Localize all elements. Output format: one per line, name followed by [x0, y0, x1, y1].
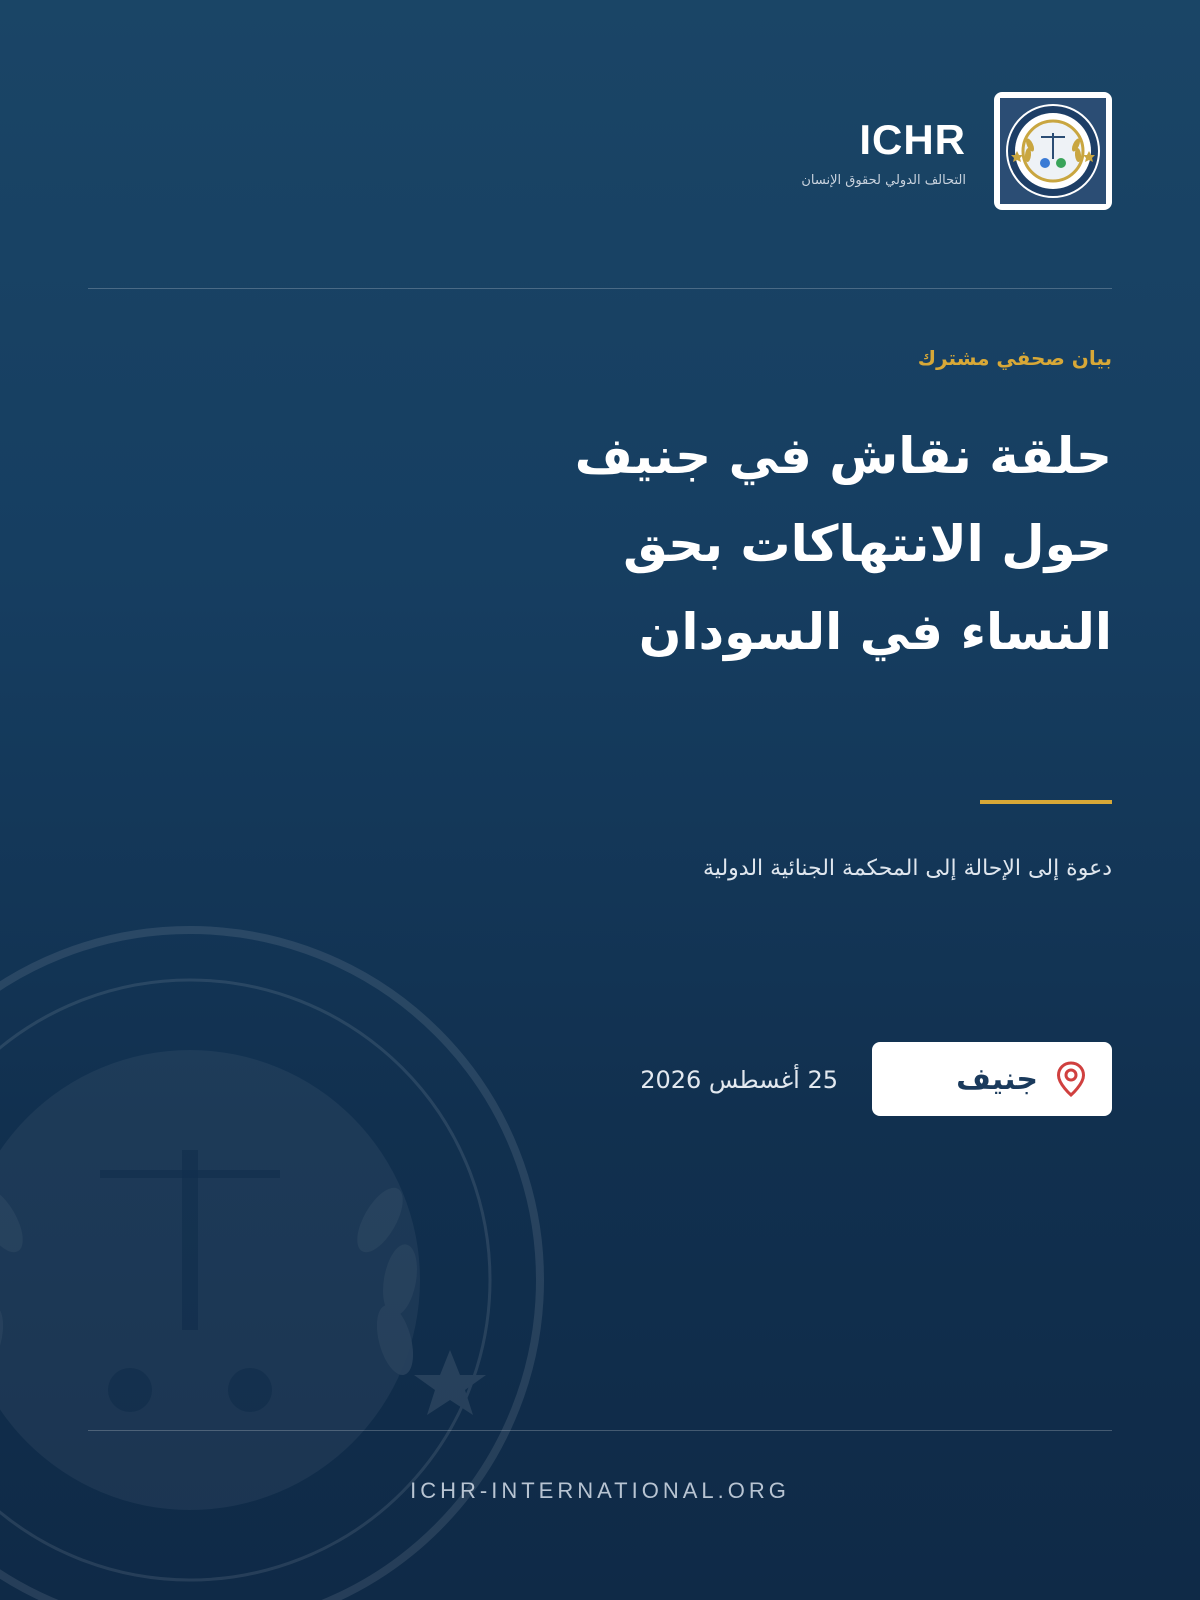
kicker-label: بيان صحفي مشترك [917, 346, 1112, 370]
title-line: النساء في السودان [638, 603, 1112, 661]
header [801, 92, 1112, 210]
location-badge [872, 1042, 1112, 1116]
brand-subtitle: التحالف الدولي لحقوق الإنسان [801, 172, 966, 188]
top-divider [88, 288, 1112, 289]
accent-bar [980, 800, 1112, 804]
logo-seal [1000, 98, 1106, 204]
event-date: 25 أغسطس 2026 [640, 1066, 838, 1094]
page-title [492, 412, 1112, 676]
title-line: حلقة نقاش في جنيف [574, 427, 1112, 485]
location-label: جنيف [956, 1061, 1038, 1097]
map-pin-icon [1054, 1060, 1088, 1098]
brand [801, 115, 966, 188]
bottom-divider [88, 1430, 1112, 1431]
logo [994, 92, 1112, 210]
footer-url[interactable]: ICHR-INTERNATIONAL.ORG [410, 1478, 790, 1503]
subtitle: دعوة إلى الإحالة إلى المحكمة الجنائية الدولية [703, 856, 1112, 881]
seal-icon [1005, 103, 1101, 199]
brand-name: ICHR [859, 115, 966, 163]
title-line: حول الانتهاكات بحق [623, 515, 1112, 573]
